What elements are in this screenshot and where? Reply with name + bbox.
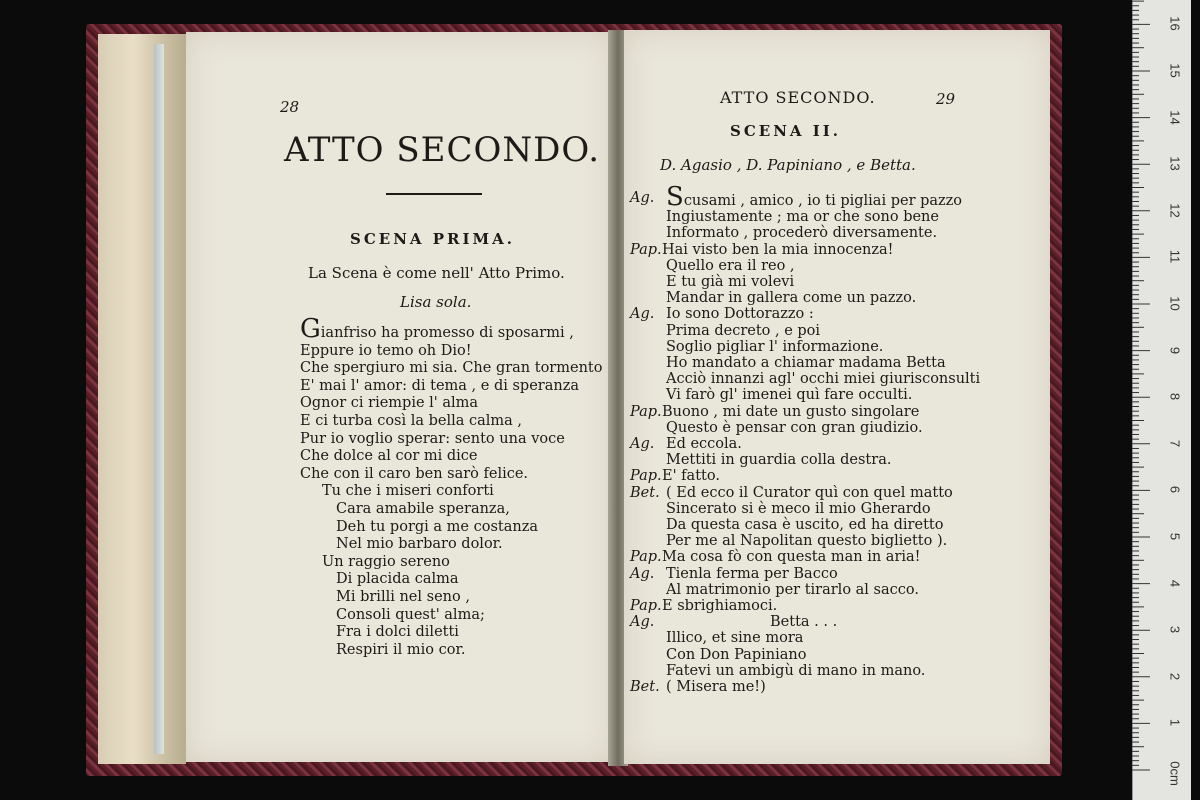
verse-line: E' mai l' amor: di tema , e di speranza <box>300 377 579 394</box>
ruler-label: 16 <box>1167 16 1183 32</box>
dialogue-line: Ag. Ed eccola. <box>630 436 742 453</box>
verse-line: Gianfriso ha promesso di sposarmi , <box>300 314 574 344</box>
dialogue-line: Pap. E' fatto. <box>630 468 720 485</box>
drop-cap: G <box>300 314 321 344</box>
character-note: Lisa sola. <box>400 293 472 311</box>
dialogue-line: Da questa casa è uscito, ed ha diretto <box>666 517 944 534</box>
ruler-label: 3 <box>1167 626 1183 634</box>
act-title: ATTO SECONDO. <box>284 130 601 170</box>
left-page <box>186 32 612 762</box>
scene-characters: D. Agasio , D. Papiniano , e Betta. <box>660 156 916 174</box>
ruler-unit: 0cm <box>1167 761 1183 786</box>
dialogue-line: Acciò innanzi agl' occhi miei giurisconsulti <box>666 371 981 388</box>
dialogue-line: Con Don Papiniano <box>666 646 807 663</box>
dialogue-line: Soglio pigliar l' informazione. <box>666 338 884 355</box>
verse-line: Tu che i miseri conforti <box>322 483 494 500</box>
dialogue-line: Bet. ( Ed ecco il Curator quì con quel matto <box>630 484 953 501</box>
dialogue-line: Vi farò gl' imenei quì fare occulti. <box>666 387 913 404</box>
verse-line: Respiri il mio cor. <box>336 641 466 658</box>
dialogue-line: Prima decreto , e poi <box>666 322 821 339</box>
dialogue-line: Ag. Tienla ferma per Bacco <box>630 565 838 582</box>
dialogue-line: Pap. Buono , mi date un gusto singolare <box>630 403 920 420</box>
verse-line: Pur io voglio sperar: sento una voce <box>300 430 565 447</box>
verse-line: Deh tu porgi a me costanza <box>336 518 538 535</box>
dialogue-line: Ingiustamente ; ma or che sono bene <box>666 209 939 226</box>
dialogue-line: Pap. Ma cosa fò con questa man in aria! <box>630 549 921 566</box>
dialogue-line: E tu già mi volevi <box>666 274 795 291</box>
right-page <box>624 30 1050 764</box>
dialogue-line: Bet. ( Misera me!) <box>630 679 766 696</box>
ruler-label: 1 <box>1167 719 1183 727</box>
dialogue-line: Pap. Hai visto ben la mia innocenza! <box>630 241 894 258</box>
title-rule <box>386 193 482 195</box>
left-page-number: 28 <box>280 98 300 116</box>
dialogue-line: Al matrimonio per tirarlo al sacco. <box>666 581 919 598</box>
verse-line: Mi brilli nel seno , <box>336 588 470 605</box>
verse-line: Cara amabile speranza, <box>336 500 510 517</box>
dialogue-line: Questo è pensar con gran giudizio. <box>666 419 923 436</box>
running-head: ATTO SECONDO. <box>720 88 876 107</box>
dialogue-line: Ag. Io sono Dottorazzo : <box>630 306 814 323</box>
dialogue-line: Mandar in gallera come un pazzo. <box>666 290 917 307</box>
verse-line: Che dolce al cor mi dice <box>300 448 478 465</box>
dialogue-line: Illico, et sine mora <box>666 630 804 647</box>
dialogue-line: Mettiti in guardia colla destra. <box>666 452 892 469</box>
dialogue-line: Ag. Scusami , amico , io ti pigliai per pazzo <box>630 182 963 212</box>
scene-title-2: SCENA II. <box>730 122 842 140</box>
ruler-label: 5 <box>1167 532 1183 541</box>
ruler-label: 10 <box>1167 296 1183 311</box>
dialogue-line: Pap. E sbrighiamoci. <box>630 598 778 615</box>
ruler-label: 8 <box>1167 393 1183 401</box>
verse-line: Consoli quest' alma; <box>336 606 485 623</box>
ruler-label: 12 <box>1167 203 1183 218</box>
dialogue-line: Informato , procederò diversamente. <box>666 225 938 242</box>
aria-text <box>300 314 603 659</box>
verse-line: Di placida calma <box>336 571 459 588</box>
ruler-label: 9 <box>1167 346 1183 354</box>
verse-line: Fra i dolci diletti <box>336 624 459 641</box>
verse-line: Un raggio sereno <box>322 553 450 570</box>
scene-title: SCENA PRIMA. <box>350 230 516 248</box>
ruler-label: 11 <box>1167 250 1183 264</box>
stage-direction: La Scena è come nell' Atto Primo. <box>308 264 565 282</box>
ruler-label: 7 <box>1167 439 1183 447</box>
ruler-label: 13 <box>1167 156 1183 171</box>
ruler-label: 15 <box>1167 63 1183 78</box>
verse-line: Che spergiuro mi sia. Che gran tormento <box>300 360 603 377</box>
verse-line: Ognor ci riempie l' alma <box>300 395 479 412</box>
verse-line: E ci turba così la bella calma , <box>300 412 523 429</box>
dialogue <box>630 182 981 696</box>
dialogue-line: Fatevi un ambigù di mano in mano. <box>666 662 926 679</box>
dialogue-line: Sincerato si è meco il mio Gherardo <box>666 500 931 517</box>
dialogue-line: Per me al Napolitan questo biglietto ). <box>666 533 948 550</box>
right-page-number: 29 <box>936 90 956 108</box>
verse-line: Eppure io temo oh Dio! <box>300 342 472 359</box>
ruler-label: 2 <box>1167 672 1183 680</box>
ruler-label: 6 <box>1167 486 1183 494</box>
drop-cap-2: S <box>666 182 684 212</box>
ruler-ticks <box>1132 0 1152 800</box>
ruler-label: 14 <box>1167 109 1183 125</box>
ruler-label: 4 <box>1167 579 1183 587</box>
dialogue-line: Ho mandato a chiamar madama Betta <box>666 355 946 372</box>
dialogue-line: Ag. Betta . . . <box>630 614 838 631</box>
dialogue-line: Quello era il reo , <box>666 257 795 274</box>
verse-line: Che con il caro ben sarò felice. <box>300 465 529 482</box>
verse-line: Nel mio barbaro dolor. <box>336 536 503 553</box>
page-edges <box>98 34 186 764</box>
